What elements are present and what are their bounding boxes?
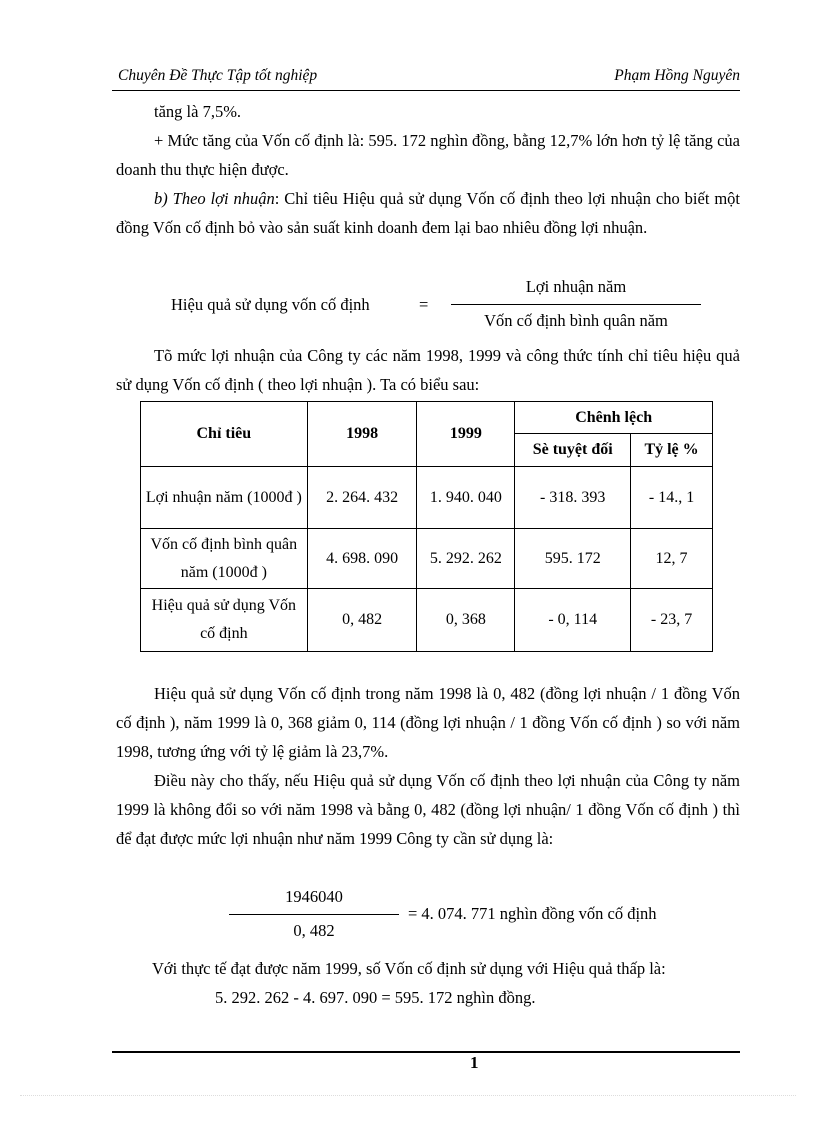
paragraph-8: 5. 292. 262 - 4. 697. 090 = 595. 172 nghìn đồng. [215,988,536,1007]
header-percent: Tỷ lệ % [631,434,713,467]
formula2-fraction-line [229,914,399,915]
paragraph-2: + Mức tăng của Vốn cố định là: 595. 172 nghìn đồng, bằng 12,7% lớn hơn tỷ lệ tăng của doanh thu thực hiện được. [116,131,740,179]
paragraph-1: tăng là 7,5%. [154,102,242,121]
paragraph-3-label: b) Theo lợi nhuận [154,189,275,208]
header-1999: 1999 [417,402,515,467]
cell-1998: 4. 698. 090 [307,529,417,589]
formula1-fraction-line [451,304,701,305]
table-row [141,529,713,589]
cell-1999: 0, 368 [417,589,515,652]
header-absolute: Sè tuyệt đối [515,434,631,467]
cell-absolute: - 0, 114 [515,589,631,652]
formula2-denominator: 0, 482 [293,921,335,940]
formula1-label: Hiệu quả sử dụng vốn cố định [171,295,370,314]
cell-indicator: Lợi nhuận năm (1000đ ) [141,467,308,529]
cell-absolute: 595. 172 [515,529,631,589]
table-row [141,589,713,652]
formula1-denominator: Vốn cố định bình quân năm [484,311,668,330]
header-rule [112,90,740,91]
paragraph-3-text: : Chỉ tiêu Hiệu quả sử dụng Vốn cố định theo lợi nhuận cho biết một đồng Vốn cố định bỏ vào sản suất kinh doanh đem lại bao nhiêu đồng lợi nhuận. [116,189,740,237]
footer-rule [112,1051,740,1053]
formula2-result: = 4. 074. 771 nghìn đồng vốn cố định [408,904,657,923]
paragraph-7: Với thực tế đạt được năm 1999, số Vốn cố định sử dụng với Hiệu quả thấp là: [152,959,666,978]
paragraph-5: Hiệu quả sử dụng Vốn cố định trong năm 1998 là 0, 482 (đồng lợi nhuận / 1 đồng Vốn cố định ), năm 1999 là 0, 368 giảm 0, 114 (đồng lợi nhuận / 1 đồng Vốn cố định ) so với năm 1998, tương ứng với tỷ lệ giảm là 23,7%. [116,684,740,761]
formula1-numerator: Lợi nhuận năm [525,277,627,296]
cell-percent: - 14., 1 [631,467,713,529]
cell-indicator: Hiệu quả sử dụng Vốn cố định [141,589,308,652]
cell-percent: 12, 7 [631,529,713,589]
cell-1998: 0, 482 [307,589,417,652]
table-row [141,467,713,529]
cell-percent: - 23, 7 [631,589,713,652]
cell-absolute: - 318. 393 [515,467,631,529]
cell-1999: 5. 292. 262 [417,529,515,589]
formula2-numerator: 1946040 [285,887,343,906]
efficiency-table [140,401,713,652]
cell-1999: 1. 940. 040 [417,467,515,529]
page-number: 1 [470,1053,479,1072]
header-author: Phạm Hồng Nguyên [614,67,740,84]
header-1998: 1998 [307,402,417,467]
paragraph-4: Tõ mức lợi nhuận của Công ty các năm 1998, 1999 và công thức tính chỉ tiêu hiệu quả sử dụng Vốn cố định ( theo lợi nhuận ). Ta có biểu sau: [116,346,740,394]
header-indicator: Chỉ tiêu [141,402,308,467]
header-difference: Chênh lệch [515,402,713,434]
paragraph-3 [116,184,740,242]
cell-indicator: Vốn cố định bình quân năm (1000đ ) [141,529,308,589]
paragraph-6: Điều này cho thấy, nếu Hiệu quả sử dụng Vốn cố định theo lợi nhuận của Công ty năm 1999 là không đổi so với năm 1998 và bằng 0, 482 (đồng lợi nhuận/ 1 đồng Vốn cố định ) thì để đạt được mức lợi nhuận như năm 1999 Công ty cần sử dụng là: [116,771,740,848]
formula1-equals: = [419,295,429,314]
header-title: Chuyên Đề Thực Tập tốt nghiệp [118,67,318,84]
page-edge [20,1095,796,1096]
cell-1998: 2. 264. 432 [307,467,417,529]
